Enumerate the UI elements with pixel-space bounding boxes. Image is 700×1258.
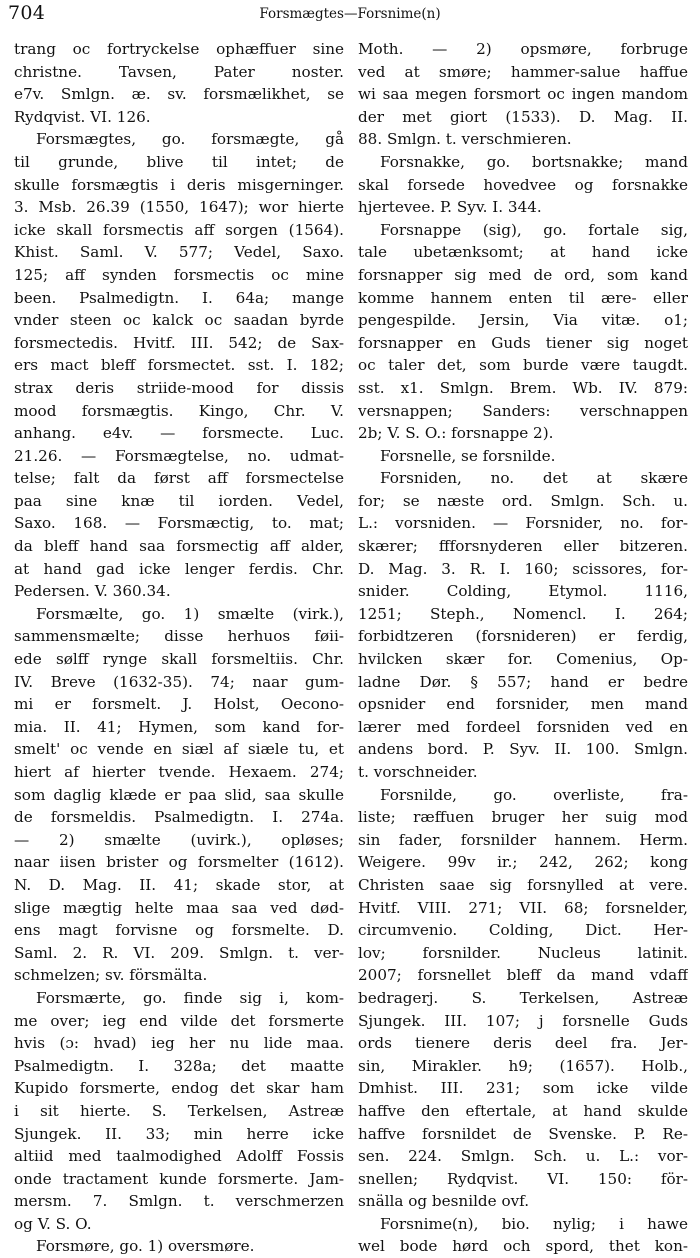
text-line: andens bord. P. Syv. II. 100. Smlgn. bbox=[358, 740, 688, 759]
text-line: sammensmælte; disse herhuos føii- bbox=[14, 627, 344, 646]
text-line: haffve forsnildet de Svenske. P. Re- bbox=[358, 1124, 688, 1143]
text-line: mood forsmægtis. Kingo, Chr. V. bbox=[14, 401, 344, 420]
text-line: 125; aff synden forsmectis oc mine bbox=[14, 265, 344, 284]
text-line: — 2) smælte (uvirk.), opløses; bbox=[14, 830, 344, 849]
text-line: lov; forsnilder. Nucleus latinit. bbox=[358, 943, 688, 962]
text-line: versnappen; Sanders: verschnappen bbox=[358, 401, 688, 420]
text-line: anhang. e4v. — forsmecte. Luc. bbox=[14, 424, 344, 443]
text-line: Moth. — 2) opsmøre, forbruge bbox=[358, 40, 688, 58]
text-line: Rydqvist. VI. 126. bbox=[14, 107, 151, 126]
text-line: L.: vorsniden. — Forsnider, no. for- bbox=[358, 514, 688, 533]
text-line: Saml. 2. R. VI. 209. Smlgn. t. ver- bbox=[14, 943, 344, 962]
text-line: Forsmælte, go. 1) smælte (virk.), bbox=[36, 604, 344, 623]
text-line: skærer; ffforsnyderen eller bitzeren. bbox=[358, 537, 688, 556]
text-line: de forsmeldis. Psalmedigtn. I. 274a. bbox=[14, 808, 344, 827]
text-line: ede sølff rynge skall forsmeltiis. Chr. bbox=[14, 650, 344, 669]
text-line: IV. Breve (1632-35). 74; naar gum- bbox=[14, 672, 344, 691]
text-line: Forsnelle, se forsnilde. bbox=[380, 446, 556, 465]
text-line: sen. 224. Smlgn. Sch. u. L.: vor- bbox=[358, 1147, 688, 1166]
text-line: telse; falt da først aff forsmectelse bbox=[14, 469, 344, 488]
text-line: wel bode hørd och spord, thet kon- bbox=[358, 1237, 688, 1256]
text-line: 2b; V. S. O.: forsnappe 2). bbox=[358, 424, 554, 443]
text-line: 1251; Steph., Nomencl. I. 264; bbox=[358, 604, 688, 623]
text-line: tale ubetænksomt; at hand icke bbox=[358, 243, 688, 262]
text-line: paa sine knæ til iorden. Vedel, bbox=[14, 491, 344, 510]
text-line: e7v. Smlgn. æ. sv. forsmælikhet, se bbox=[14, 85, 344, 104]
text-line: Hvitf. VIII. 271; VII. 68; forsnelder, bbox=[358, 898, 688, 917]
text-line: Forsnakke, go. bortsnakke; mand bbox=[380, 152, 688, 171]
text-line: mersm. 7. Smlgn. t. verschmerzen bbox=[14, 1192, 344, 1211]
text-line: som daglig klæde er paa slid, saa skulle bbox=[14, 785, 344, 804]
text-line: forsmectedis. Hvitf. III. 542; de Sax- bbox=[14, 333, 344, 352]
text-line: 2007; forsnellet bleff da mand vdaff bbox=[358, 966, 688, 985]
text-line: vnder steen oc kalck oc saadan byrde bbox=[14, 311, 344, 330]
text-line: christne. Tavsen, Pater noster. bbox=[14, 62, 344, 81]
text-line: Kupido forsmerte, endog det skar ham bbox=[14, 1079, 344, 1098]
text-line: me over; ieg end vilde det forsmerte bbox=[14, 1011, 344, 1030]
text-line: haffve den eftertale, at hand skulde bbox=[358, 1101, 688, 1120]
text-line: ords tienere deris deel fra. Jer- bbox=[358, 1034, 688, 1053]
text-line: snälla og besnilde ovf. bbox=[358, 1192, 530, 1211]
text-line: mi er forsmelt. J. Holst, Oecono- bbox=[14, 695, 344, 714]
text-line: Psalmedigtn. I. 328a; det maatte bbox=[14, 1056, 344, 1075]
text-line: Saxo. 168. — Forsmæctig, to. mat; bbox=[14, 514, 344, 533]
text-line: 3. Msb. 26.39 (1550, 1647); wor hierte bbox=[14, 198, 344, 217]
text-line: bedragerj. S. Terkelsen, Astreæ bbox=[358, 988, 688, 1007]
text-line: Forsniden, no. det at skære bbox=[380, 469, 688, 488]
text-line: Forsnappe (sig), go. fortale sig, bbox=[380, 220, 688, 239]
page-header bbox=[0, 0, 700, 28]
text-line: snider. Colding, Etymol. 1116, bbox=[358, 582, 688, 601]
text-line: icke skall forsmectis aff sorgen (1564). bbox=[14, 220, 344, 239]
text-line: Forsmøre, go. 1) oversmøre. bbox=[36, 1237, 255, 1256]
text-line: wi saa megen forsmort oc ingen mandom bbox=[358, 85, 688, 104]
text-line: sst. x1. Smlgn. Brem. Wb. IV. 879: bbox=[358, 378, 688, 397]
text-line: been. Psalmedigtn. I. 64a; mange bbox=[14, 288, 344, 307]
text-line: slige mægtig helte maa saa ved død- bbox=[14, 898, 344, 917]
text-line: hiert af hierter tvende. Hexaem. 274; bbox=[14, 763, 344, 781]
text-line: komme hannem enten til ære- eller bbox=[358, 288, 688, 307]
text-line: hvis (ɔ: hvad) ieg her nu lide maa. bbox=[14, 1034, 344, 1053]
text-line: ers mact bleff forsmectet. sst. I. 182; bbox=[14, 356, 344, 375]
text-line: Pedersen. V. 360.34. bbox=[14, 582, 171, 601]
text-line: ladne Dør. § 557; hand er bedre bbox=[358, 672, 688, 691]
text-line: at hand gad icke lenger ferdis. Chr. bbox=[14, 559, 344, 578]
text-line: ved at smøre; hammer-salue haffue bbox=[358, 62, 688, 81]
text-line: liste; ræffuen bruger her suig mod bbox=[358, 808, 688, 827]
text-line: onde tractament kunde forsmerte. Jam- bbox=[14, 1169, 344, 1188]
text-line: Forsnime(n), bio. nylig; i hawe bbox=[380, 1214, 688, 1233]
text-line: Forsmærte, go. finde sig i, kom- bbox=[36, 988, 344, 1007]
text-line: 21.26. — Forsmægtelse, no. udmat- bbox=[14, 446, 344, 465]
text-line: der met giort (1533). D. Mag. II. bbox=[358, 107, 688, 126]
text-line: i sit hierte. S. Terkelsen, Astreæ bbox=[14, 1101, 344, 1120]
left-column bbox=[14, 38, 344, 1258]
text-line: N. D. Mag. II. 41; skade stor, at bbox=[14, 875, 344, 894]
text-line: strax deris striide-mood for dissis bbox=[14, 378, 344, 397]
text-line: altiid med taalmodighed Adolff Fossis bbox=[14, 1147, 344, 1166]
right-column bbox=[358, 38, 688, 1258]
text-line: trang oc fortryckelse ophæffuer sine bbox=[14, 40, 344, 58]
text-line: Forsmægtes, go. forsmægte, gå bbox=[36, 130, 344, 149]
text-line: ens magt forvisne og forsmelte. D. bbox=[14, 921, 344, 940]
text-line: sin fader, forsnilder hannem. Herm. bbox=[358, 830, 688, 849]
text-line: Khist. Saml. V. 577; Vedel, Saxo. bbox=[14, 243, 344, 262]
text-line: til grunde, blive til intet; de bbox=[14, 152, 344, 171]
text-line: forbidtzeren (forsnideren) er ferdig, bbox=[358, 627, 688, 646]
text-line: sin, Mirakler. h9; (1657). Holb., bbox=[358, 1056, 688, 1075]
text-line: t. vorschneider. bbox=[358, 763, 478, 781]
text-line: skal forsede hovedvee og forsnakke bbox=[358, 175, 688, 194]
text-line: 88. Smlgn. t. verschmieren. bbox=[358, 130, 572, 149]
text-line: oc taler det, som burde være taugdt. bbox=[358, 356, 688, 375]
text-line: mia. II. 41; Hymen, som kand for- bbox=[14, 717, 344, 736]
text-line: lærer med fordeel forsniden ved en bbox=[358, 717, 688, 736]
text-line: forsnapper en Guds tiener sig noget bbox=[358, 333, 688, 352]
text-line: naar iisen brister og forsmelter (1612). bbox=[14, 853, 344, 872]
text-line: pengespilde. Jersin, Via vitæ. o1; bbox=[358, 311, 688, 330]
text-line: skulle forsmægtis i deris misgerninger. bbox=[14, 175, 344, 194]
page-number: 704 bbox=[8, 2, 46, 24]
text-line: D. Mag. 3. R. I. 160; scissores, for- bbox=[358, 559, 688, 578]
text-line: opsnider end forsnider, men mand bbox=[358, 695, 688, 714]
text-line: snellen; Rydqvist. VI. 150: för- bbox=[358, 1169, 688, 1188]
text-line: Sjungek. III. 107; j forsnelle Guds bbox=[358, 1011, 688, 1030]
text-line: circumvenio. Colding, Dict. Her- bbox=[358, 921, 688, 940]
text-line: hjertevee. P. Syv. I. 344. bbox=[358, 198, 542, 217]
text-line: Weigere. 99v ir.; 242, 262; kong bbox=[358, 853, 688, 872]
text-line: Sjungek. II. 33; min herre icke bbox=[14, 1124, 344, 1143]
text-line: hvilcken skær for. Comenius, Op- bbox=[358, 650, 688, 669]
text-line: for; se næste ord. Smlgn. Sch. u. bbox=[358, 491, 688, 510]
text-line: schmelzen; sv. försmälta. bbox=[14, 966, 208, 985]
text-line: da bleff hand saa forsmectig aff alder, bbox=[14, 537, 344, 556]
text-line: Christen saae sig forsnylled at vere. bbox=[358, 875, 688, 894]
text-line: forsnapper sig med de ord, som kand bbox=[358, 265, 688, 284]
text-line: og V. S. O. bbox=[14, 1214, 92, 1233]
text-line: Dmhist. III. 231; som icke vilde bbox=[358, 1079, 688, 1098]
text-line: Forsnilde, go. overliste, fra- bbox=[380, 785, 688, 804]
running-head: Forsmægtes—Forsnime(n) bbox=[259, 6, 441, 22]
text-line: smelt' oc vende en siæl af siæle tu, et bbox=[14, 740, 344, 759]
